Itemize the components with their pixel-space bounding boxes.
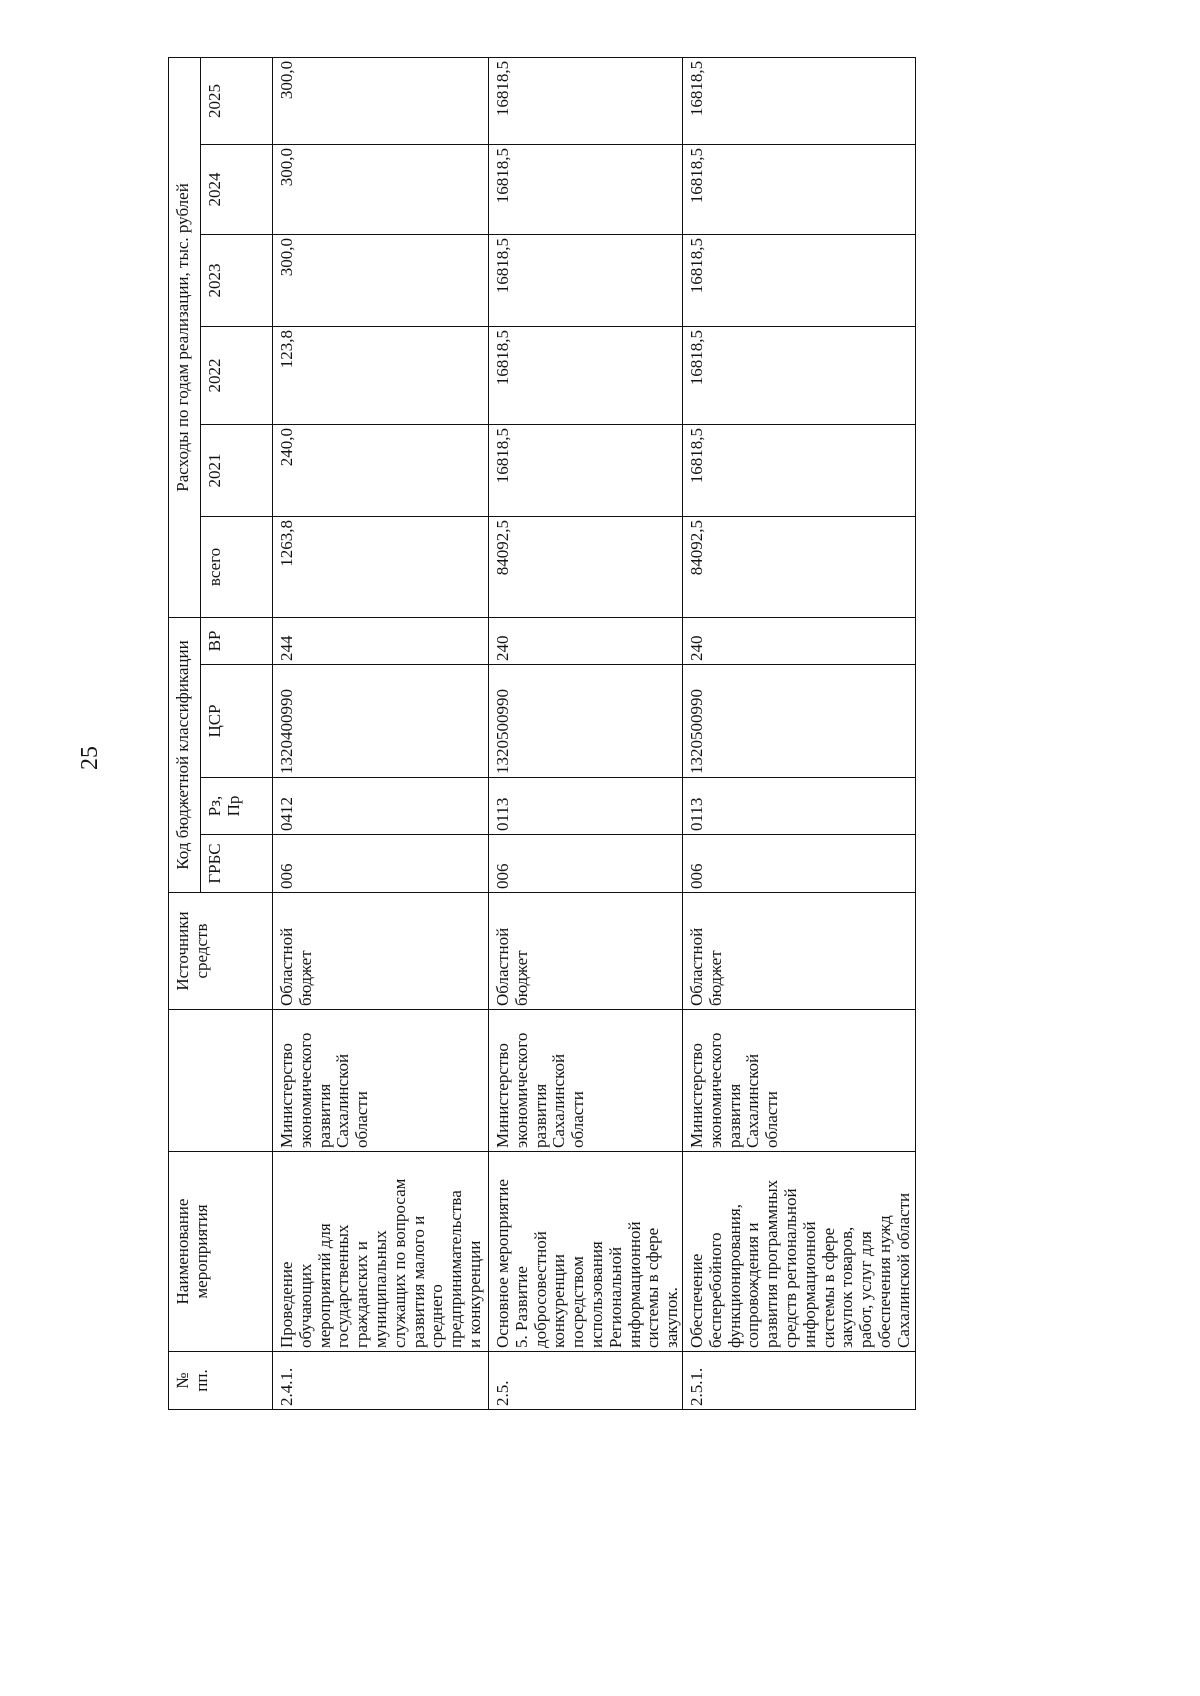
total-amount: 1263,8 (273, 516, 489, 617)
row-number: 2.5. (489, 1352, 683, 1410)
rz-pr-code: 0412 (273, 778, 489, 835)
grbs-code: 006 (273, 835, 489, 893)
total-amount: 84092,5 (683, 516, 916, 617)
vr-code: 240 (489, 617, 683, 664)
header-name: Наименование мероприятия (169, 1152, 273, 1352)
amount-2025: 300,0 (273, 57, 489, 144)
amount-2024: 16818,5 (489, 144, 683, 234)
header-expenses: Расходы по годам реализации, тыс. рублей (169, 57, 201, 617)
header-number: № пп. (169, 1352, 273, 1410)
amount-2022: 16818,5 (683, 326, 916, 424)
amount-2022: 16818,5 (489, 326, 683, 424)
header-source: Источники средств (169, 893, 273, 1010)
csr-code: 1320500990 (489, 665, 683, 778)
row-number: 2.4.1. (273, 1352, 489, 1410)
amount-2021: 240,0 (273, 424, 489, 516)
rz-pr-code: 0113 (683, 778, 916, 835)
grbs-code: 006 (489, 835, 683, 893)
amount-2021: 16818,5 (683, 424, 916, 516)
funding-source: Областной бюджет (489, 893, 683, 1010)
row-number: 2.5.1. (683, 1352, 916, 1410)
activity-name: Проведение обучающих мероприятий для государственных гражданских и муниципальных служащих по вопросам развития малого и среднего предпринимательства и конкуренции (273, 1152, 489, 1352)
responsible-executor: Министерство экономического развития Сахалинской области (683, 1010, 916, 1152)
grbs-code: 006 (683, 835, 916, 893)
amount-2023: 16818,5 (489, 234, 683, 326)
header-row-top (169, 57, 201, 1409)
header-year: 2025 (201, 57, 273, 144)
funding-source: Областной бюджет (273, 893, 489, 1010)
funding-source: Областной бюджет (683, 893, 916, 1010)
header-year: 2024 (201, 144, 273, 234)
vr-code: 240 (683, 617, 916, 664)
header-year: 2022 (201, 326, 273, 424)
budget-activities-table (168, 57, 916, 1410)
total-amount: 84092,5 (489, 516, 683, 617)
amount-2023: 300,0 (273, 234, 489, 326)
activity-name: Обеспечение бесперебойного функционирования, сопровождения и развития программных средств региональной информационной системы в сфере закупок товаров, работ, услуг для обеспечения нужд Сахалинской области (683, 1152, 916, 1352)
header-vr: ВР (201, 617, 273, 664)
amount-2025: 16818,5 (683, 57, 916, 144)
amount-2022: 123,8 (273, 326, 489, 424)
responsible-executor: Министерство экономического развития Сахалинской области (489, 1010, 683, 1152)
amount-2024: 16818,5 (683, 144, 916, 234)
table-row (489, 57, 683, 1409)
csr-code: 1320500990 (683, 665, 916, 778)
amount-2023: 16818,5 (683, 234, 916, 326)
activity-name: Основное мероприятие 5. Развитие добросовестной конкуренции посредством использования Региональной информационной системы в сфере закупок. (489, 1152, 683, 1352)
amount-2021: 16818,5 (489, 424, 683, 516)
header-budget-code: Код бюджетной классификации (169, 617, 201, 892)
header-responsible (169, 1010, 273, 1152)
header-grbs: ГРБС (201, 835, 273, 893)
rotated-table-container (168, 58, 915, 1410)
header-year: 2023 (201, 234, 273, 326)
header-csr: ЦСР (201, 665, 273, 778)
rz-pr-code: 0113 (489, 778, 683, 835)
header-total: всего (201, 516, 273, 617)
amount-2025: 16818,5 (489, 57, 683, 144)
page-number: 25 (77, 746, 103, 770)
table-row (273, 57, 489, 1409)
csr-code: 1320400990 (273, 665, 489, 778)
responsible-executor: Министерство экономического развития Сахалинской области (273, 1010, 489, 1152)
header-year: 2021 (201, 424, 273, 516)
amount-2024: 300,0 (273, 144, 489, 234)
vr-code: 244 (273, 617, 489, 664)
table-row (683, 57, 916, 1409)
header-rz-pr: Рз, Пр (201, 778, 273, 835)
